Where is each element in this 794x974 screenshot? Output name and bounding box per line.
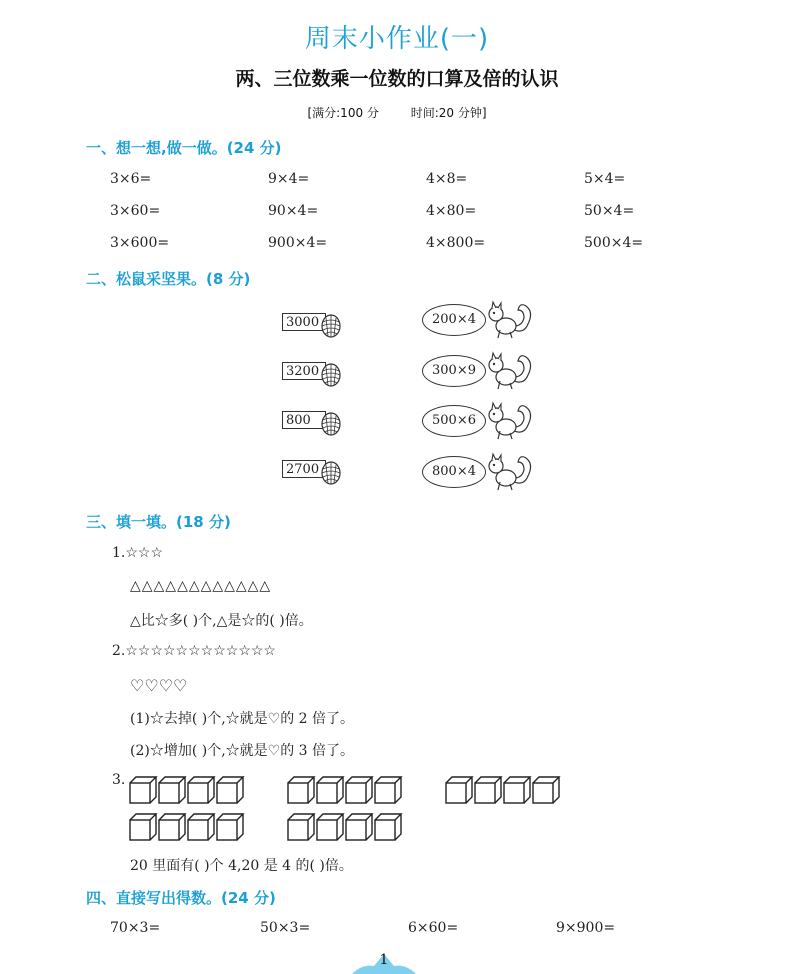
section-1-row — [110, 235, 710, 257]
problem: 4×800= — [426, 235, 486, 251]
problem: 5×4= — [584, 171, 626, 187]
nut-number-box: 800 — [282, 411, 326, 429]
problem: 500×4= — [584, 235, 644, 251]
nut-number-box: 3200 — [282, 362, 326, 380]
q3-question: 20 里面有( )个 4,20 是 4 的( )倍。 — [130, 858, 353, 874]
problem: 50×3= — [260, 920, 311, 936]
nut-number-box: 3000 — [282, 313, 326, 331]
pinecone-icon — [320, 459, 342, 485]
section-1-heading: 一、想一想,做一做。(24 分) — [86, 139, 282, 157]
page-number: 1 — [379, 952, 389, 968]
page-subtitle: 两、三位数乘一位数的口算及倍的认识 — [235, 68, 559, 90]
problem: 4×80= — [426, 203, 477, 219]
page-title: 周末小作业(一) — [304, 24, 490, 54]
problem: 90×4= — [268, 203, 319, 219]
problem: 50×4= — [584, 203, 635, 219]
section-4-row — [110, 920, 710, 942]
q1-triangles: △△△△△△△△△△△△ — [130, 578, 272, 594]
q2-part-a: (1)☆去掉( )个,☆就是♡的 2 倍了。 — [130, 711, 355, 727]
pinecone-icon — [320, 312, 342, 338]
section-2-heading: 二、松鼠采坚果。(8 分) — [86, 270, 251, 288]
problem: 6×60= — [408, 920, 459, 936]
section-3-heading: 三、填一填。(18 分) — [86, 513, 231, 531]
problem: 70×3= — [110, 920, 161, 936]
section-4-heading: 四、直接写出得数。(24 分) — [86, 889, 276, 907]
problem: 9×900= — [556, 920, 616, 936]
section-1-row — [110, 203, 710, 225]
squirrel-icon — [484, 401, 540, 441]
problem: 4×8= — [426, 171, 468, 187]
section-1-row — [110, 171, 710, 193]
squirrel-icon — [484, 452, 540, 492]
q2-part-b: (2)☆增加( )个,☆就是♡的 3 倍了。 — [130, 743, 355, 759]
q3-label: 3. — [112, 772, 126, 788]
problem: 3×60= — [110, 203, 161, 219]
problem: 9×4= — [268, 171, 310, 187]
speech-bubble: 300×9 — [422, 355, 486, 387]
pinecone-icon — [320, 410, 342, 436]
problem: 900×4= — [268, 235, 328, 251]
speech-bubble: 500×6 — [422, 405, 486, 437]
problem: 3×600= — [110, 235, 170, 251]
time-label: 时间:20 分钟] — [410, 106, 487, 120]
problem: 3×6= — [110, 171, 152, 187]
speech-bubble: 800×4 — [422, 456, 486, 488]
nut-number-box: 2700 — [282, 460, 326, 478]
cube-groups-figure — [128, 774, 568, 844]
squirrel-icon — [484, 351, 540, 391]
q1-stars: 1.☆☆☆ — [112, 545, 164, 561]
q2-stars: 2.☆☆☆☆☆☆☆☆☆☆☆☆ — [112, 643, 276, 659]
speech-bubble: 200×4 — [422, 304, 486, 336]
squirrel-icon — [484, 300, 540, 340]
q2-hearts: ♡♡♡♡ — [130, 676, 188, 695]
pinecone-icon — [320, 361, 342, 387]
score-label: [满分:100 分 — [307, 106, 379, 120]
exam-meta — [0, 104, 794, 121]
q1-question: △比☆多( )个,△是☆的( )倍。 — [130, 613, 313, 629]
